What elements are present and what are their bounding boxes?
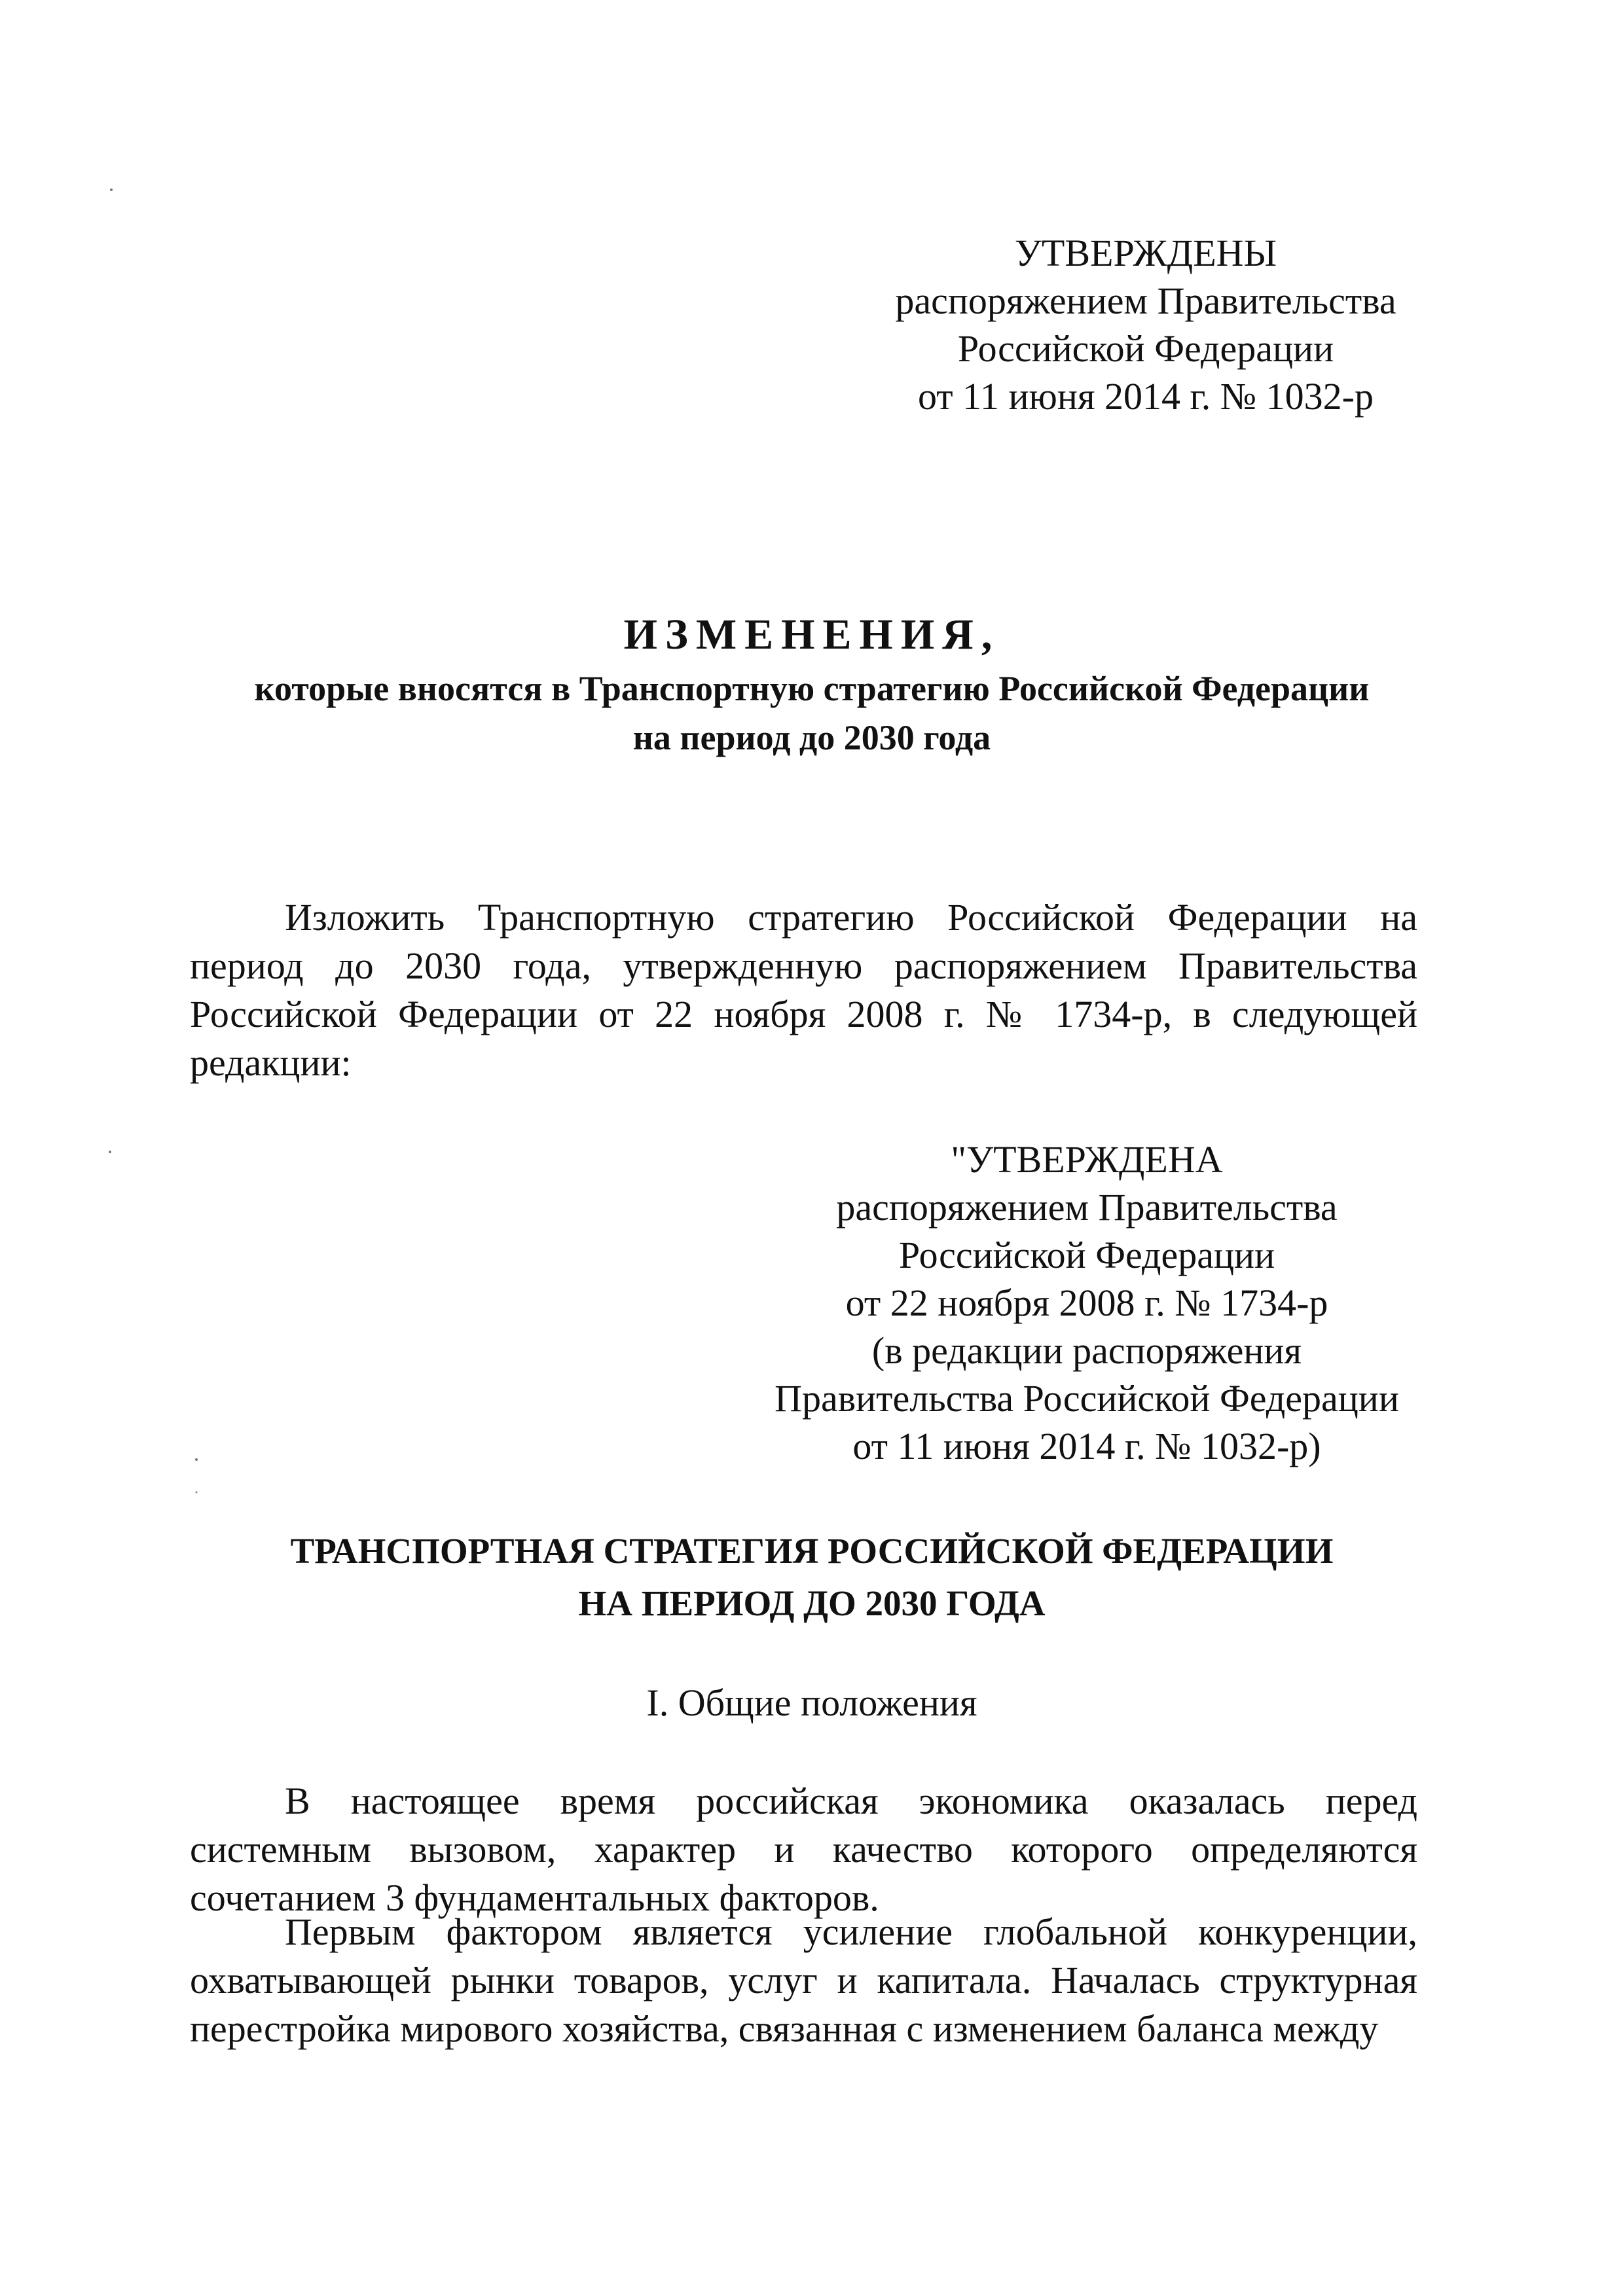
approval-inner-line3: Российской Федерации <box>898 1234 1275 1276</box>
approval-top-line1: УТВЕРЖДЕНЫ <box>1014 232 1277 274</box>
approval-inner-line6: Правительства Российской Федерации <box>775 1377 1399 1420</box>
approval-inner-line2: распоряжением Правительства <box>836 1186 1338 1229</box>
scan-speck <box>196 1492 198 1494</box>
changes-subtitle-line2: на период до 2030 года <box>632 718 991 757</box>
approval-stamp-inner <box>720 1136 1453 1470</box>
approval-top-line4: от 11 июня 2014 г. № 1032-р <box>918 375 1374 418</box>
strategy-title-block <box>170 1525 1453 1630</box>
approval-top-line3: Российской Федерации <box>957 327 1334 370</box>
approval-inner-line5: (в редакции распоряжения <box>871 1329 1302 1372</box>
scan-speck <box>109 1151 111 1153</box>
section-paragraph-1: В настоящее время российская экономика оказалась перед системным вызовом, характер и качество которого определяются сочетанием 3 фундаментальных факторов. <box>190 1780 1417 1919</box>
approval-top-line2: распоряжением Правительства <box>895 279 1396 322</box>
changes-title-block <box>170 605 1453 762</box>
intro-paragraph: Изложить Транспортную стратегию Российской Федерации на период до 2030 года, утвержденную распоряжением Правительства Российской Федерации от 22 ноября 2008 г. № 1734-р, в следующей редакции: <box>190 896 1417 1084</box>
strategy-title-line2: НА ПЕРИОД ДО 2030 ГОДА <box>578 1583 1046 1623</box>
section-paragraph-2: Первым фактором является усиление глобальной конкуренции, охватывающей рынки товаров, услуг и капитала. Началась структурная перестройка мирового хозяйства, связанная с изменением баланса между <box>190 1910 1417 2050</box>
approval-inner-line7: от 11 июня 2014 г. № 1032-р) <box>852 1425 1321 1467</box>
changes-subtitle-line1: которые вносятся в Транспортную стратегию Российской Федерации <box>254 669 1370 708</box>
scan-speck <box>110 188 113 191</box>
approval-stamp-top <box>871 229 1421 420</box>
section-heading: I. Общие положения <box>646 1681 977 1724</box>
approval-inner-line1: "УТВЕРЖДЕНА <box>951 1138 1223 1181</box>
approval-inner-line4: от 22 ноября 2008 г. № 1734-р <box>845 1282 1328 1324</box>
strategy-title-line1: ТРАНСПОРТНАЯ СТРАТЕГИЯ РОССИЙСКОЙ ФЕДЕРАЦИИ <box>290 1531 1334 1571</box>
changes-heading: ИЗМЕНЕНИЯ, <box>623 611 1000 658</box>
scan-speck <box>195 1458 198 1461</box>
